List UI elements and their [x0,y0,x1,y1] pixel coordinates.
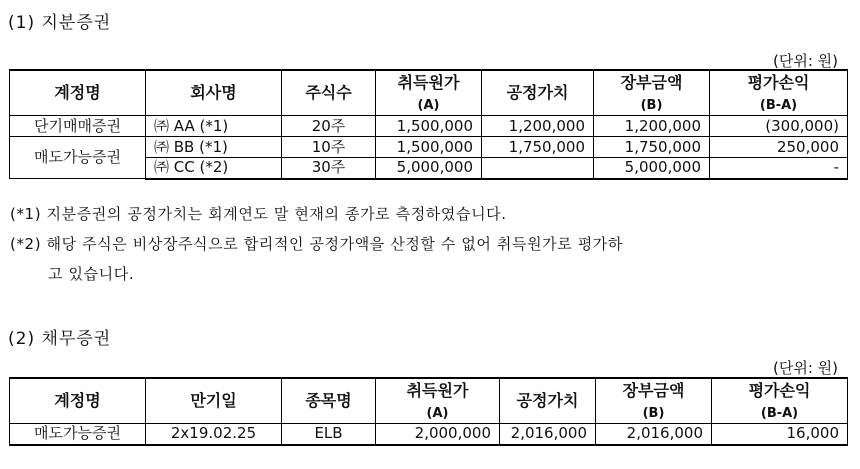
header-valuation-gain [710,70,848,116]
table-row [10,116,848,137]
footnote-2-line2: 고 있습니다. [48,265,135,283]
cell-book-value: 2,016,000 [596,424,712,445]
header-acquisition-cost-label: 취득원가 [406,380,469,400]
header-item: 종목명 [282,378,376,424]
cell-valuation-gain: - [710,158,848,179]
header-valuation-gain [712,378,848,424]
cell-account: 매도가능증권 [10,137,146,179]
cell-acquisition-cost: 1,500,000 [376,137,482,158]
footnote-2-line1: (*2) 해당 주식은 비상장주식으로 합리적인 공정가액을 산정할 수 없어 취득원가로 평가하 [10,235,623,253]
footnote-2 [10,234,856,285]
header-company: 회사명 [146,70,282,116]
cell-book-value: 1,750,000 [594,137,710,158]
header-acquisition-cost [376,378,500,424]
header-acquisition-cost [376,70,482,116]
header-valuation-gain-label: 평가손익 [748,380,811,400]
cell-valuation-gain: 250,000 [710,137,848,158]
equity-unit-label: (단위: 원) [773,52,838,70]
header-acquisition-cost-label: 취득원가 [397,72,460,92]
cell-company: ㈜ CC (*2) [146,158,282,179]
cell-shares: 30주 [282,158,376,179]
header-fair-value: 공정가치 [482,70,594,116]
header-book-value [594,70,710,116]
header-account: 계정명 [10,378,146,424]
cell-valuation-gain: 16,000 [712,424,848,445]
debt-table [9,377,848,446]
header-book-value-label: 장부금액 [620,72,683,92]
cell-fair-value: 2,016,000 [500,424,596,445]
header-book-value-sub: (B) [640,97,663,113]
equity-table [9,69,848,180]
cell-acquisition-cost: 5,000,000 [376,158,482,179]
debt-unit-label: (단위: 원) [773,359,838,377]
cell-shares: 20주 [282,116,376,137]
debt-header-row [10,378,848,424]
cell-shares: 10주 [282,137,376,158]
cell-valuation-gain: (300,000) [710,116,848,137]
cell-account: 매도가능증권 [10,424,146,445]
cell-maturity: 2x19.02.25 [146,424,282,445]
equity-header-row [10,70,848,116]
header-valuation-gain-sub: (B-A) [759,97,798,113]
cell-account: 단기매매증권 [10,116,146,137]
footnote-1: (*1) 지분증권의 공정가치는 회계연도 말 현재의 종가로 측정하였습니다. [10,205,507,223]
table-row [10,424,848,445]
cell-item: ELB [282,424,376,445]
cell-fair-value: 1,750,000 [482,137,594,158]
cell-acquisition-cost: 2,000,000 [376,424,500,445]
debt-section-title: (2) 채무증권 [8,329,112,349]
header-book-value [596,378,712,424]
header-account: 계정명 [10,70,146,116]
cell-book-value: 1,200,000 [594,116,710,137]
header-book-value-sub: (B) [642,405,665,421]
cell-company: ㈜ AA (*1) [146,116,282,137]
header-acquisition-cost-sub: (A) [417,97,440,113]
equity-section-title: (1) 지분증권 [8,13,112,33]
table-row [10,137,848,158]
cell-acquisition-cost: 1,500,000 [376,116,482,137]
header-shares: 주식수 [282,70,376,116]
cell-company: ㈜ BB (*1) [146,137,282,158]
header-valuation-gain-label: 평가손익 [747,72,810,92]
header-book-value-label: 장부금액 [622,380,685,400]
cell-fair-value: 1,200,000 [482,116,594,137]
header-valuation-gain-sub: (B-A) [760,405,799,421]
header-acquisition-cost-sub: (A) [426,405,449,421]
cell-fair-value [482,158,594,179]
header-fair-value: 공정가치 [500,378,596,424]
header-maturity: 만기일 [146,378,282,424]
cell-book-value: 5,000,000 [594,158,710,179]
